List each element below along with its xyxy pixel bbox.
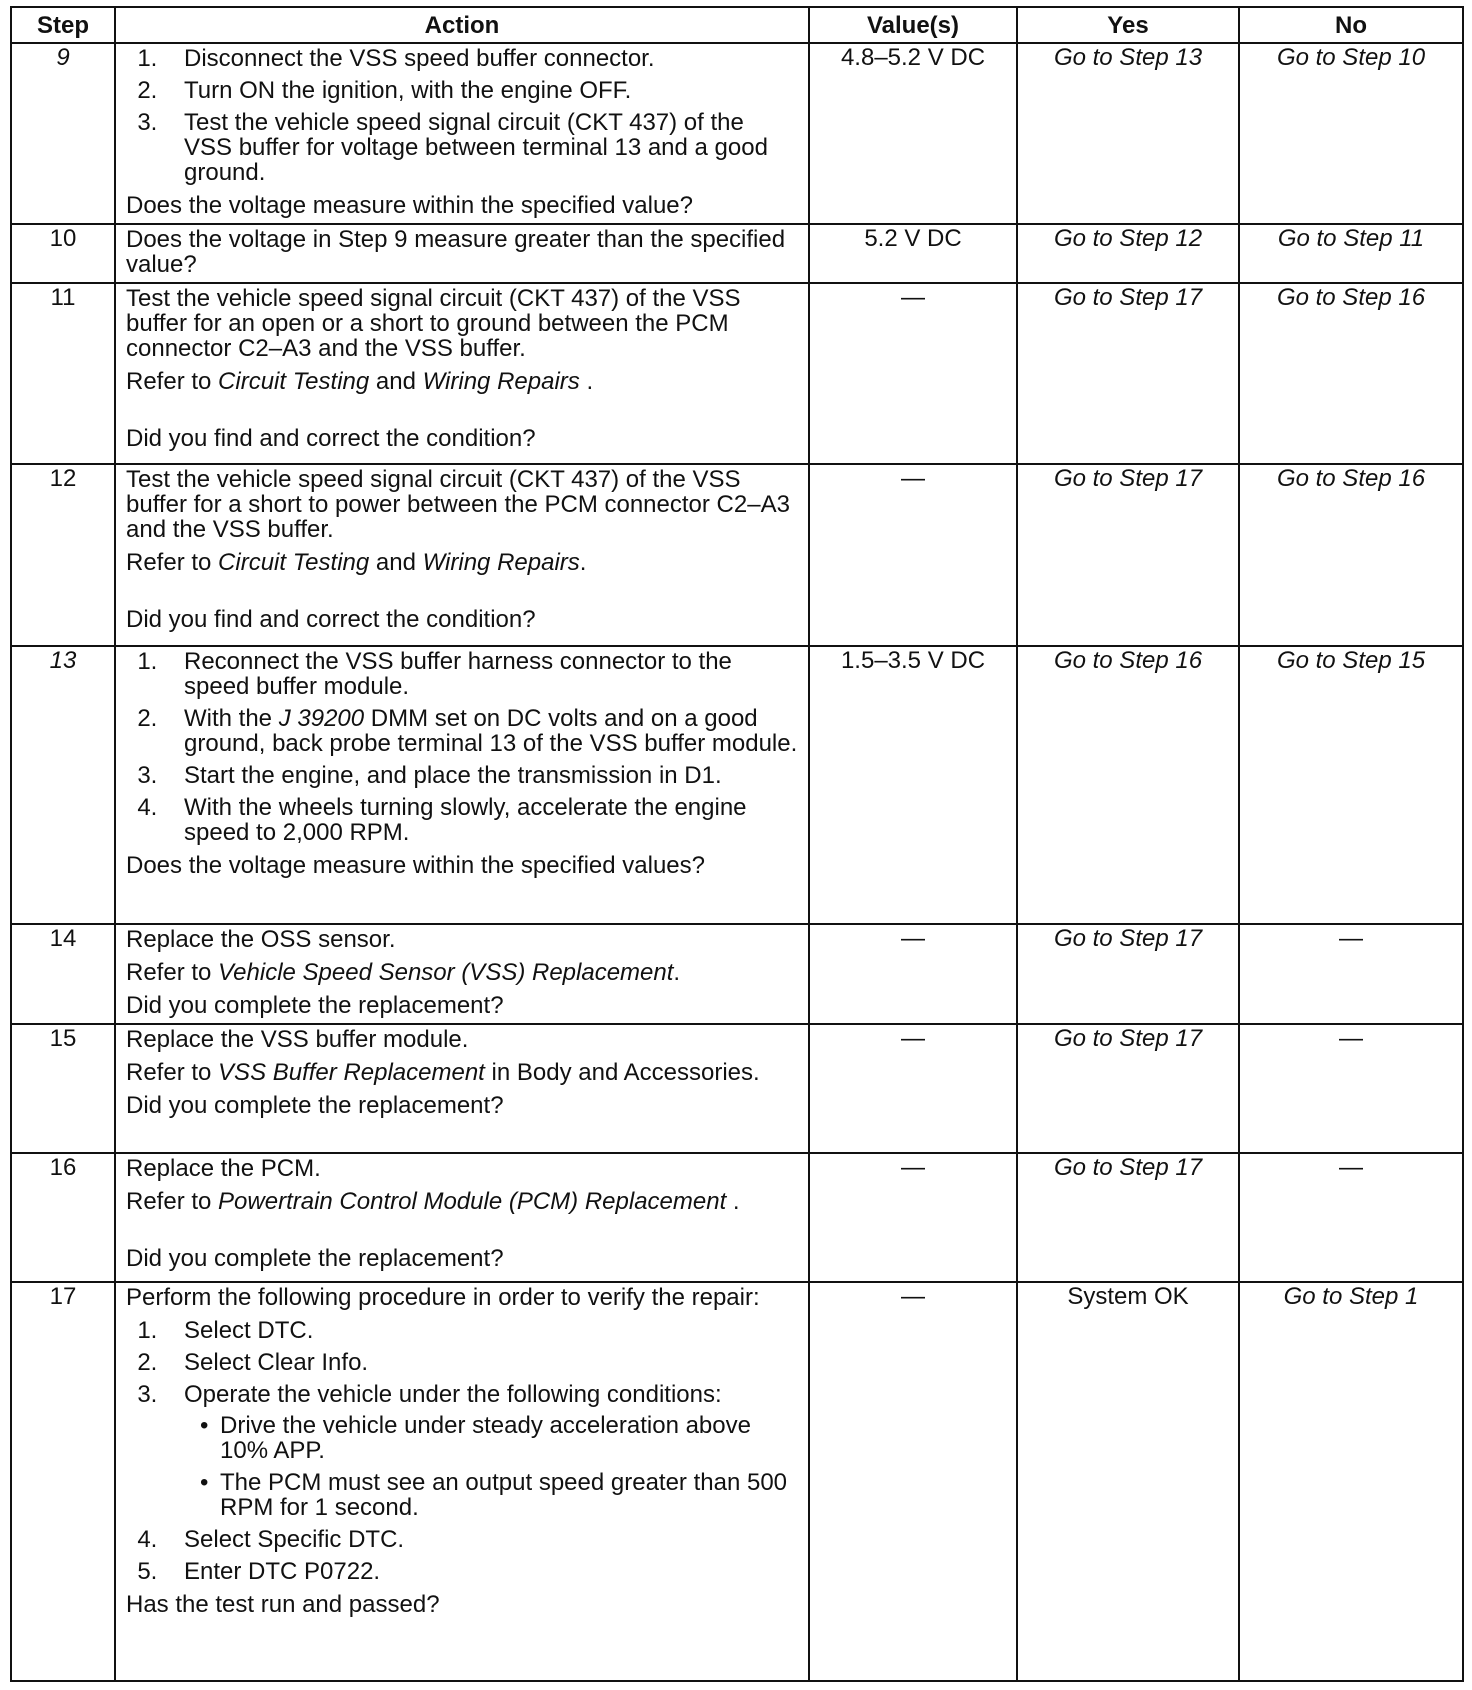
action-cell: [115, 646, 809, 924]
refer-prefix: Refer to: [126, 549, 219, 577]
action-step: [164, 706, 798, 756]
action-step: [164, 1382, 798, 1520]
header-yes: Yes: [1017, 7, 1239, 43]
action-question: Does the voltage measure within the specified values?: [126, 851, 705, 879]
refer-and: and: [369, 367, 423, 395]
action-step: 5. Enter DTC P0722.: [164, 1559, 798, 1584]
refer-suffix: .: [579, 549, 587, 577]
action-cell: [115, 1282, 809, 1681]
diagnostic-table: [10, 6, 1464, 1682]
value-cell: —: [809, 1153, 1017, 1282]
action-step: 2. Select Clear Info.: [164, 1350, 798, 1375]
header-values: Value(s): [809, 7, 1017, 43]
refer-link-pcm-replacement[interactable]: Powertrain Control Module (PCM) Replacement: [218, 1187, 727, 1215]
yes-cell: Go to Step 13: [1017, 43, 1239, 224]
action-question: Did you find and correct the condition?: [126, 424, 536, 452]
action-question: Did you complete the replacement?: [126, 1244, 504, 1272]
refer-link-wiring-repairs[interactable]: Wiring Repairs: [422, 367, 580, 395]
action-cell: [115, 1024, 809, 1153]
refer-link-wiring-repairs[interactable]: Wiring Repairs: [422, 549, 580, 577]
step-number: 13: [11, 646, 115, 924]
header-step: Step: [11, 7, 115, 43]
header-action: Action: [115, 7, 809, 43]
action-cell: [115, 43, 809, 224]
refer-link-vss-buffer-replacement[interactable]: VSS Buffer Replacement: [218, 1058, 485, 1086]
header-no: No: [1239, 7, 1463, 43]
action-question: Has the test run and passed?: [126, 1590, 440, 1618]
table-row: [11, 283, 1463, 464]
no-cell: Go to Step 16: [1239, 464, 1463, 645]
step-number: 14: [11, 924, 115, 1024]
action-step: 1. Reconnect the VSS buffer harness connector to the speed buffer module.: [164, 649, 798, 699]
tool-number: J 39200: [278, 704, 365, 732]
no-cell: Go to Step 15: [1239, 646, 1463, 924]
refer-suffix: .: [673, 958, 681, 986]
step-prefix: With the: [184, 704, 279, 732]
action-question: Did you complete the replacement?: [126, 1091, 504, 1119]
action-question: Does the voltage in Step 9 measure greater than the specified value?: [126, 226, 786, 279]
refer-line: [126, 369, 798, 394]
yes-cell: Go to Step 17: [1017, 924, 1239, 1024]
no-cell: Go to Step 10: [1239, 43, 1463, 224]
refer-prefix: Refer to: [126, 367, 219, 395]
refer-prefix: Refer to: [126, 1187, 219, 1215]
no-cell: Go to Step 16: [1239, 283, 1463, 464]
action-text: Test the vehicle speed signal circuit (CKT 437) of the VSS buffer for a short to power between the PCM connector C2–A3 and the VSS buffer.: [126, 466, 790, 544]
no-cell: —: [1239, 1153, 1463, 1282]
refer-link-circuit-testing[interactable]: Circuit Testing: [218, 367, 370, 395]
step-number: 11: [11, 283, 115, 464]
action-step: 3. Test the vehicle speed signal circuit (CKT 437) of the VSS buffer for voltage between terminal 13 and a good ground.: [164, 110, 798, 185]
action-cell: [115, 283, 809, 464]
condition-list: [184, 1413, 798, 1520]
table-row: [11, 924, 1463, 1024]
yes-cell: Go to Step 17: [1017, 1024, 1239, 1153]
value-cell: —: [809, 1024, 1017, 1153]
step-number: 12: [11, 464, 115, 645]
action-steps: [126, 1318, 798, 1584]
refer-line: [126, 550, 798, 575]
step-number: 10: [11, 224, 115, 282]
condition-text: Drive the vehicle under steady acceleration above 10% APP.: [220, 1411, 751, 1464]
action-step: 1. Disconnect the VSS speed buffer connector.: [164, 46, 798, 71]
step-number: 17: [11, 1282, 115, 1681]
action-steps: [126, 649, 798, 845]
action-step: 4. With the wheels turning slowly, accelerate the engine speed to 2,000 RPM.: [164, 795, 798, 845]
no-cell: —: [1239, 924, 1463, 1024]
action-cell: [115, 224, 809, 282]
yes-cell: Go to Step 16: [1017, 646, 1239, 924]
action-steps: [126, 46, 798, 185]
table-row: [11, 224, 1463, 282]
refer-and: and: [369, 549, 423, 577]
bullet-icon: •: [200, 1411, 209, 1439]
step-text: Operate the vehicle under the following conditions:: [184, 1380, 722, 1408]
action-step: 2. Turn ON the ignition, with the engine OFF.: [164, 78, 798, 103]
value-cell: —: [809, 464, 1017, 645]
refer-line: [126, 1189, 798, 1214]
action-question: Did you find and correct the condition?: [126, 606, 536, 634]
refer-prefix: Refer to: [126, 958, 219, 986]
value-cell: 4.8–5.2 V DC: [809, 43, 1017, 224]
action-text: Replace the OSS sensor.: [126, 925, 396, 953]
table-row: [11, 464, 1463, 645]
action-step: 1. Select DTC.: [164, 1318, 798, 1343]
action-cell: [115, 1153, 809, 1282]
condition-item: [200, 1411, 798, 1464]
refer-line: [126, 960, 798, 985]
yes-cell: Go to Step 12: [1017, 224, 1239, 282]
step-suffix: DMM set on DC volts and on a good ground, back probe terminal 13 of the VSS buffer module.: [184, 704, 798, 757]
action-cell: [115, 924, 809, 1024]
bullet-icon: •: [200, 1468, 209, 1496]
yes-cell: Go to Step 17: [1017, 1153, 1239, 1282]
step-number: 15: [11, 1024, 115, 1153]
action-step: 4. Select Specific DTC.: [164, 1527, 798, 1552]
action-text: Test the vehicle speed signal circuit (CKT 437) of the VSS buffer for an open or a short to ground between the PCM connector C2–A3 and the VSS buffer.: [126, 284, 741, 362]
no-cell: —: [1239, 1024, 1463, 1153]
no-cell: Go to Step 11: [1239, 224, 1463, 282]
value-cell: —: [809, 1282, 1017, 1681]
refer-suffix: .: [726, 1187, 740, 1215]
action-text: Replace the VSS buffer module.: [126, 1025, 469, 1053]
action-step: 3. Start the engine, and place the transmission in D1.: [164, 763, 798, 788]
yes-cell: Go to Step 17: [1017, 464, 1239, 645]
table-row: [11, 1282, 1463, 1681]
step-number: 16: [11, 1153, 115, 1282]
value-cell: —: [809, 283, 1017, 464]
no-cell: Go to Step 1: [1239, 1282, 1463, 1681]
refer-suffix: .: [579, 367, 594, 395]
action-intro: Perform the following procedure in order to verify the repair:: [126, 1283, 760, 1311]
value-cell: —: [809, 924, 1017, 1024]
refer-link-circuit-testing[interactable]: Circuit Testing: [218, 549, 370, 577]
action-question: Did you complete the replacement?: [126, 991, 504, 1019]
yes-cell: Go to Step 17: [1017, 283, 1239, 464]
refer-link-vss-replacement[interactable]: Vehicle Speed Sensor (VSS) Replacement: [218, 958, 674, 986]
action-question: Does the voltage measure within the specified value?: [126, 192, 693, 219]
action-text: Replace the PCM.: [126, 1154, 321, 1182]
header-row: [11, 7, 1463, 43]
condition-text: The PCM must see an output speed greater than 500 RPM for 1 second.: [220, 1468, 788, 1521]
table-row: [11, 1153, 1463, 1282]
action-cell: [115, 464, 809, 645]
refer-line: [126, 1060, 798, 1085]
yes-cell: System OK: [1017, 1282, 1239, 1681]
table-row: [11, 646, 1463, 924]
step-number: 9: [11, 43, 115, 224]
table-row: [11, 1024, 1463, 1153]
refer-prefix: Refer to: [126, 1058, 219, 1086]
value-cell: 1.5–3.5 V DC: [809, 646, 1017, 924]
table-row: [11, 43, 1463, 224]
refer-suffix: in Body and Accessories.: [484, 1058, 760, 1086]
condition-item: [200, 1468, 798, 1521]
value-cell: 5.2 V DC: [809, 224, 1017, 282]
